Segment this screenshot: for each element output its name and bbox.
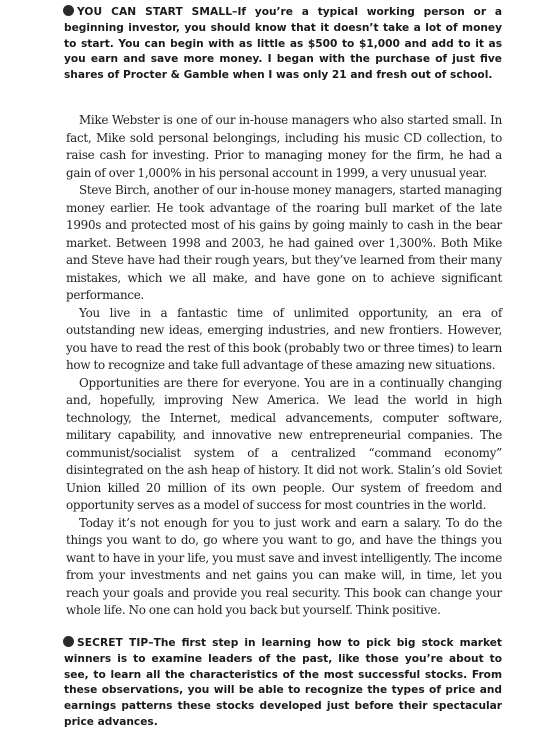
paragraph: Mike Webster is one of our in-house managers who also started small. In fact, Mike sold personal belongings, including his music CD collection, to raise cash for investing. Prior to managing money for the firm, he had a gain of over 1,000% in his personal account in 1999, a very unusual year.	[66, 113, 502, 180]
callout-heading: YOU CAN START SMALL–	[77, 6, 238, 18]
callout-text: The first step in learning how to pick big stock market winners is to examine leaders of the past, like those you’re about to see, to learn all the characteristics of the most successful stocks. From these observations, you will be able to recognize the types of price and earnings patterns these stocks developed just before their spectacular price advances.	[64, 637, 502, 728]
paragraph: Opportunities are there for everyone. You are in a continually changing and, hopefully, improving New America. We lead the world in high technology, the Internet, medical advancements, computer software, military capability, and innovative new entrepreneurial companies. The communist/socialist system of a centralized “command economy” disintegrated on the ash heap of history. It did not work. Stalin’s old Soviet Union killed 20 million of its own people. Our system of freedom and opportunity serves as a model of success for most countries in the world.	[66, 375, 502, 512]
bullet-icon	[63, 636, 74, 647]
body-text	[66, 112, 502, 620]
callout-text: If you’re a typical working person or a beginning investor, you should know that it doesn’t take a lot of money to start. You can begin with as little as $500 to $1,000 and add to it as you earn and save more money. I began with the purchase of just five shares of Procter & Gamble when I was only 21 and fresh out of school.	[64, 6, 502, 82]
paragraph: Steve Birch, another of our in-house money managers, started managing money earlier. He took advantage of the roaring bull market of the late 1990s and protected most of his gains by going mainly to cash in the bear market. Between 1998 and 2003, he had gained over 1,300%. Both Mike and Steve have had their rough years, but they’ve learned from their many mistakes, which we all make, and have gone on to achieve significant performance.	[66, 183, 502, 302]
paragraph: Today it’s not enough for you to just work and earn a salary. To do the things you want to do, go where you want to go, and have the things you want to have in your life, you must save and invest intelligently. The income from your investments and net gains you can make will, in time, let you reach your goals and provide you real security. This book can change your whole life. No one can hold you back but yourself. Think positive.	[66, 515, 502, 617]
callout-heading: SECRET TIP–	[77, 637, 154, 649]
callout-start-small	[64, 5, 502, 84]
paragraph: You live in a fantastic time of unlimited opportunity, an era of outstanding new ideas, emerging industries, and new frontiers. However, you have to read the rest of this book (probably two or three times) to learn how to recognize and take full advantage of these amazing new situations.	[66, 305, 502, 372]
bullet-icon	[63, 5, 74, 16]
callout-secret-tip	[64, 636, 502, 731]
